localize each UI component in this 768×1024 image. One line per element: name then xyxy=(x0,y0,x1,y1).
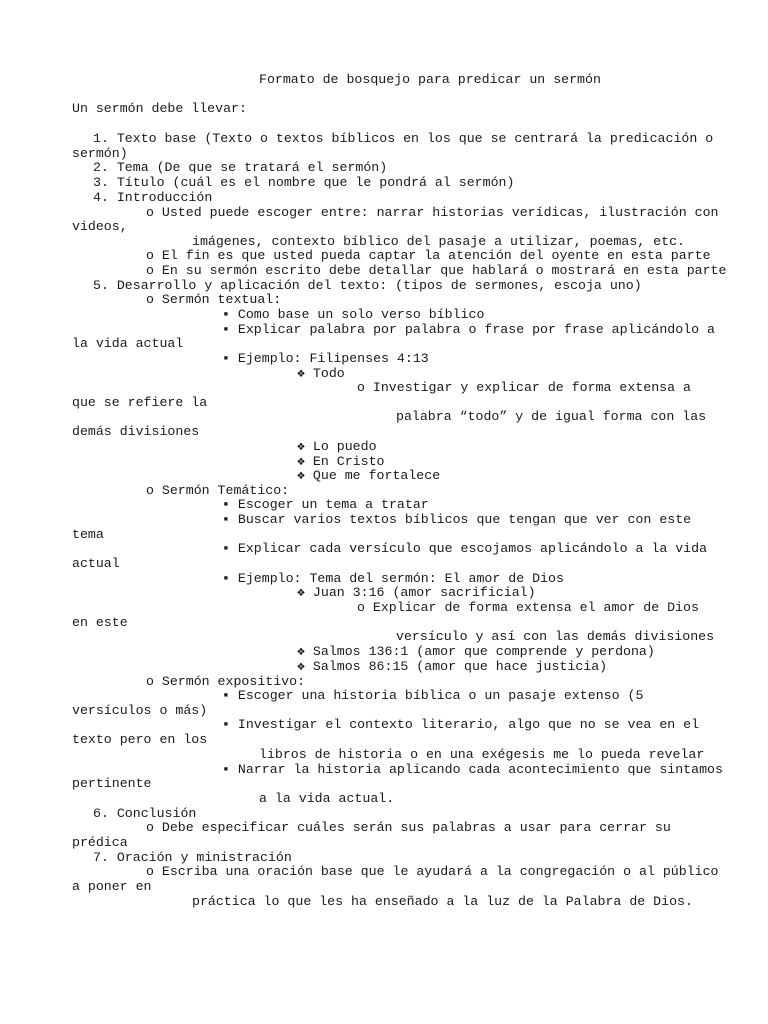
list-item: que se refiere la xyxy=(72,395,208,410)
list-item: ▪ Escoger una historia bíblica o un pasaje extenso (5 xyxy=(222,688,644,703)
list-item: ▪ Explicar cada versículo que escojamos aplicándolo a la vida xyxy=(222,541,708,556)
list-item: ▪ Explicar palabra por palabra o frase por frase aplicándolo a xyxy=(222,322,715,337)
list-item: ❖ Salmos 86:15 (amor que hace justicia) xyxy=(297,659,608,674)
document-title: Formato de bosquejo para predicar un sermón xyxy=(259,72,601,87)
list-item: o Usted puede escoger entre: narrar historias verídicas, ilustración con xyxy=(146,205,719,220)
list-item: o Escriba una oración base que le ayudará a la congregación o al público xyxy=(146,864,719,879)
list-item: o El fin es que usted pueda captar la atención del oyente en esta parte xyxy=(146,248,711,263)
list-item: 7. Oración y ministración xyxy=(93,850,292,865)
list-item: prédica xyxy=(72,835,128,850)
list-item: o Explicar de forma extensa el amor de Dios xyxy=(357,600,699,615)
list-item: o Sermón textual: xyxy=(146,292,282,307)
list-item: 4. Introducción xyxy=(93,190,213,205)
list-item: o Investigar y explicar de forma extensa a xyxy=(357,380,691,395)
list-item: o Debe especificar cuáles serán sus palabras a usar para cerrar su xyxy=(146,820,671,835)
list-item: a la vida actual. xyxy=(259,791,395,806)
list-item: ❖ En Cristo xyxy=(297,454,385,469)
list-item: libros de historia o en una exégesis me lo pueda revelar xyxy=(259,747,705,762)
list-item: palabra “todo” y de igual forma con las xyxy=(396,409,707,424)
list-item: 2. Tema (De que se tratará el sermón) xyxy=(93,160,388,175)
list-item: versículos o más) xyxy=(72,703,208,718)
list-item: ❖ Lo puedo xyxy=(297,439,377,454)
list-item: 6. Conclusión xyxy=(93,806,197,821)
list-item: o En su sermón escrito debe detallar que hablará o mostrará en esta parte xyxy=(146,263,727,278)
list-item: pertinente xyxy=(72,776,152,791)
list-item: ❖ Todo xyxy=(297,366,345,381)
list-item: práctica lo que les ha enseñado a la luz de la Palabra de Dios. xyxy=(192,894,693,909)
list-item: a poner en xyxy=(72,879,152,894)
list-item: ❖ Salmos 136:1 (amor que comprende y perdona) xyxy=(297,644,655,659)
list-item: sermón) xyxy=(72,146,128,161)
list-item: 1. Texto base (Texto o textos bíblicos en los que se centrará la predicación o xyxy=(93,131,714,146)
list-item: ▪ Ejemplo: Tema del sermón: El amor de Dios xyxy=(222,571,564,586)
list-item: imágenes, contexto bíblico del pasaje a utilizar, poemas, etc. xyxy=(192,234,685,249)
list-item: texto pero en los xyxy=(72,732,208,747)
list-item: ▪ Investigar el contexto literario, algo que no se vea en el xyxy=(222,717,700,732)
list-item: ▪ Narrar la historia aplicando cada acontecimiento que sintamos xyxy=(222,762,723,777)
list-item: ▪ Escoger un tema a tratar xyxy=(222,497,429,512)
list-item: 3. Título (cuál es el nombre que le pondrá al sermón) xyxy=(93,175,515,190)
list-item: actual xyxy=(72,556,120,571)
list-item: o Sermón expositivo: xyxy=(146,674,306,689)
list-item: ▪ Ejemplo: Filipenses 4:13 xyxy=(222,351,429,366)
list-item: tema xyxy=(72,527,104,542)
list-item: ❖ Que me fortalece xyxy=(297,468,441,483)
list-item: versículo y así con las demás divisiones xyxy=(396,629,715,644)
list-item: ▪ Buscar varios textos bíblicos que tengan que ver con este xyxy=(222,512,692,527)
list-item: en este xyxy=(72,615,128,630)
list-item: ❖ Juan 3:16 (amor sacrificial) xyxy=(297,585,536,600)
list-item: 5. Desarrollo y aplicación del texto: (tipos de sermones, escoja uno) xyxy=(93,278,642,293)
list-item: o Sermón Temático: xyxy=(146,483,290,498)
list-item: videos, xyxy=(72,219,128,234)
list-item: demás divisiones xyxy=(72,424,200,439)
document-intro: Un sermón debe llevar: xyxy=(72,101,247,116)
list-item: la vida actual xyxy=(72,336,184,351)
list-item: ▪ Como base un solo verso bíblico xyxy=(222,307,485,322)
